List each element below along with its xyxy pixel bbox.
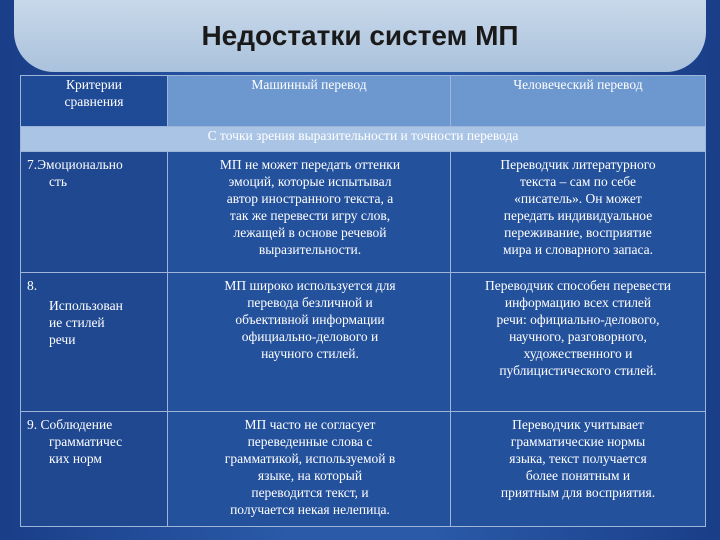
- human-line: Переводчик способен перевести: [485, 278, 671, 293]
- machine-line: языке, на который: [257, 468, 363, 483]
- row-criteria-cell: [21, 412, 168, 527]
- row-machine-cell: [168, 412, 451, 527]
- human-line: художественного и: [523, 346, 633, 361]
- row-human-cell: [451, 273, 706, 412]
- human-line: речи: официально-делового,: [496, 312, 660, 327]
- row-human-cell: [451, 412, 706, 527]
- machine-line: так же перевести игру слов,: [229, 208, 391, 223]
- machine-line: перевода безличной и: [247, 295, 373, 310]
- machine-line: переводится текст, и: [251, 485, 369, 500]
- criteria-line: грамматичес: [49, 434, 123, 449]
- human-line: Переводчик литературного: [500, 157, 656, 172]
- machine-line: объективной информации: [235, 312, 385, 327]
- section-label: С точки зрения выразительности и точности перевода: [21, 127, 706, 152]
- human-line: мира и словарного запаса.: [502, 242, 654, 257]
- criteria-line: речи: [49, 332, 76, 347]
- table-row: [21, 273, 706, 412]
- machine-line: переведенные слова с: [247, 434, 373, 449]
- header-human-label: Человеческий перевод: [513, 77, 643, 92]
- header-machine-label: Машинный перевод: [251, 77, 367, 92]
- header-criteria-line: сравнения: [64, 94, 124, 109]
- machine-line: выразительности.: [258, 242, 362, 257]
- header-machine: [168, 76, 451, 127]
- machine-line: эмоций, которые испытывал: [228, 174, 392, 189]
- human-line: Переводчик учитывает: [512, 417, 644, 432]
- row-criteria-cell: [21, 152, 168, 273]
- criteria-line: 8.: [27, 278, 38, 293]
- machine-line: научного стилей.: [261, 346, 359, 361]
- human-line: «писатель». Он может: [514, 191, 642, 206]
- header-criteria: [21, 76, 168, 127]
- human-line: текста – сам по себе: [520, 174, 636, 189]
- criteria-line: 9. Соблюдение: [27, 417, 113, 432]
- table-row: [21, 412, 706, 527]
- machine-line: МП широко используется для: [224, 278, 396, 293]
- machine-line: получается некая нелепица.: [230, 502, 390, 517]
- comparison-table: [20, 75, 706, 527]
- row-human-cell: [451, 152, 706, 273]
- criteria-line: сть: [49, 174, 68, 189]
- human-line: научного, разговорного,: [509, 329, 647, 344]
- row-criteria-cell: [21, 273, 168, 412]
- row-machine-cell: [168, 152, 451, 273]
- row-machine-cell: [168, 273, 451, 412]
- human-line: публицистического стилей.: [499, 363, 657, 378]
- header-human: [451, 76, 706, 127]
- human-line: приятным для восприятия.: [500, 485, 656, 500]
- slide-title: Недостатки систем МП: [201, 20, 519, 51]
- machine-line: грамматикой, используемой в: [224, 451, 396, 466]
- human-line: передать индивидуальное: [503, 208, 653, 223]
- criteria-line: ких норм: [49, 451, 102, 466]
- human-line: языка, текст получается: [509, 451, 647, 466]
- section-row: [21, 127, 706, 152]
- machine-line: лежащей в основе речевой: [233, 225, 387, 240]
- criteria-line: ие стилей: [49, 315, 105, 330]
- machine-line: МП не может передать оттенки: [219, 157, 401, 172]
- human-line: переживание, восприятие: [504, 225, 652, 240]
- criteria-line: 7.Эмоционально: [27, 157, 123, 172]
- human-line: более понятным и: [525, 468, 631, 483]
- machine-line: официально-делового и: [241, 329, 379, 344]
- table-header-row: [21, 76, 706, 127]
- human-line: информацию всех стилей: [504, 295, 652, 310]
- criteria-line: Использован: [49, 298, 123, 313]
- human-line: грамматические нормы: [510, 434, 646, 449]
- machine-line: МП часто не согласует: [244, 417, 376, 432]
- machine-line: автор иностранного текста, а: [226, 191, 394, 206]
- header-criteria-line: Критерии: [65, 77, 123, 92]
- table-row: [21, 152, 706, 273]
